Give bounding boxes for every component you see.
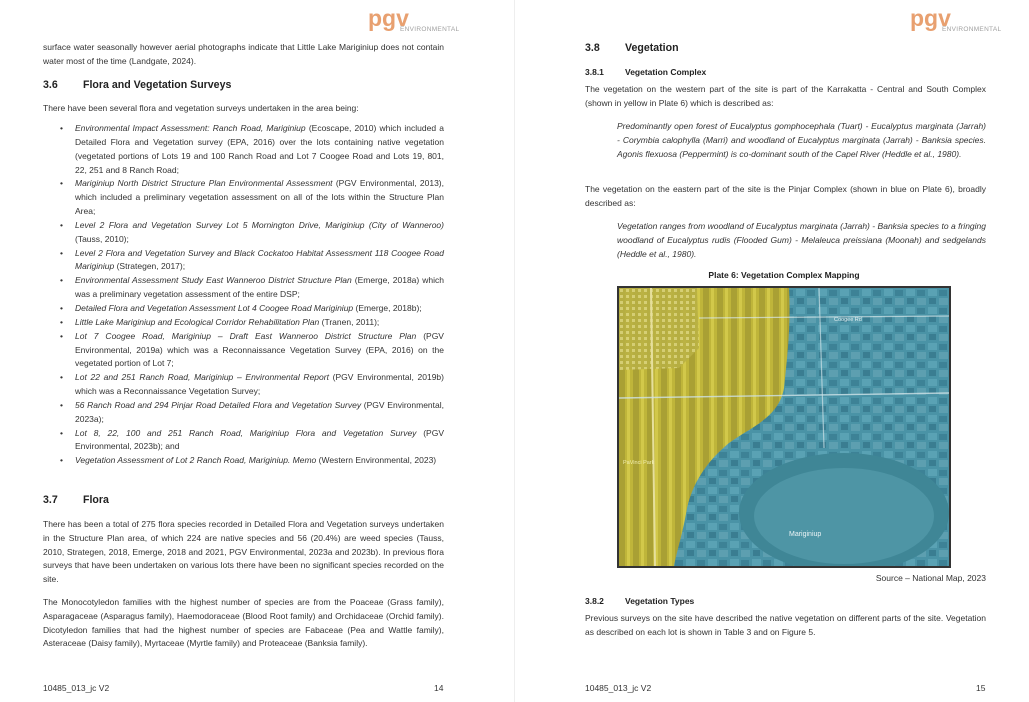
pgv-logo: pgv ENVIRONMENTAL — [910, 5, 1002, 33]
page-14 — [0, 0, 514, 702]
pgv-logo: pgv ENVIRONMENTAL — [368, 5, 460, 33]
survey-list-item — [60, 302, 444, 316]
bullet-icon: • — [60, 219, 63, 230]
survey-detail: (PGV Environmental, 2023a); — [75, 399, 444, 424]
survey-detail: (Emerge, 2018b); — [353, 302, 422, 313]
bullet-icon: • — [60, 330, 63, 341]
map-label-road: Coogee Rd — [834, 317, 862, 323]
survey-list-item — [60, 316, 444, 330]
bullet-icon: • — [60, 372, 63, 383]
bullet-icon: • — [60, 247, 63, 258]
flora-paragraph-2: The Monocotyledon families with the highest number of species are from the Poaceae (Grass family), Asparagaceae (Asparagus family), Haemodoraceae (Blood Root family) and Orchidaceae (Orchid family). Dicotyledon families that had the highest number of species are Fabaceae (Pea and Wattle family), Asteraceae (Daisy family), Myrtaceae (Myrtle family) and Proteaceae (Banksia family). — [43, 597, 444, 649]
karrakatta-description-quote: Predominantly open forest of Eucalyptus gomphocephala (Tuart) - Eucalyptus marginata (Jarrah) - Corymbia calophylla (Marri) and woodland of Eucalyptus marginata (Jarrah) - Banksia species. Agonis flexuosa (Peppermint) is co-dominant south of the Capel River (Heddle et al., 1980). — [617, 121, 986, 159]
karrakatta-paragraph: The vegetation on the western part of the site is part of the Karrakatta - Central and South Complex (shown in yellow in Plate 6) which is described as: — [585, 84, 986, 108]
survey-list-item — [60, 219, 444, 247]
vegetation-complex-map — [617, 286, 951, 568]
flora-paragraph-1: There has been a total of 275 flora species recorded in Detailed Flora and Vegetation surveys undertaken in the Structure Plan area, of which 224 are native species and 56 (20.4%) are weed species (Tauss, 2010, Strategen, 2018, Emerge, 2018 and 2021, PGV Environmental, 2023a and 2023b). In previous flora surveys that have been undertaken on various lots there have been no significant species recorded on the site. — [43, 519, 444, 585]
section-3-8-1-heading: 3.8.1 Vegetation Complex — [585, 67, 707, 77]
survey-list-item — [60, 454, 444, 468]
intro-paragraph: surface water seasonally however aerial photographs indicate that Little Lake Mariginiup does not contain water most of the time (Landgate, 2024). — [43, 42, 444, 66]
bullet-icon: • — [60, 302, 63, 313]
survey-list-item — [60, 427, 444, 455]
bullet-icon: • — [60, 399, 63, 410]
survey-detail: (Western Environmental, 2023) — [316, 455, 437, 466]
bullet-icon: • — [60, 123, 63, 133]
survey-detail: (PGV Environmental, 2023b); and — [75, 427, 444, 452]
section-3-7-heading: 3.7 Flora — [43, 494, 109, 506]
survey-detail: (Strategen, 2017); — [114, 261, 186, 272]
survey-title: Environmental Assessment Study East Wanneroo District Structure Plan — [75, 275, 352, 286]
bullet-icon: • — [60, 178, 63, 189]
section-3-8-2-heading: 3.8.2 Vegetation Types — [585, 596, 695, 606]
survey-detail: (Tranen, 2011); — [319, 316, 380, 327]
vegetation-types-paragraph: Previous surveys on the site have described the native vegetation on different parts of the site. Vegetation as described on each lot is shown in Table 3 and on Figure 5. — [585, 613, 986, 637]
section-3-8-heading: 3.8 Vegetation — [585, 42, 679, 54]
survey-list — [60, 122, 444, 468]
survey-detail: (Emerge, 2018a) which was a preliminary vegetation assessment of the entire DSP; — [75, 275, 444, 300]
survey-title: Level 2 Flora and Vegetation Survey Lot 5 Mornington Drive, Mariginiup (City of Wanneroo) — [75, 219, 444, 230]
bullet-icon: • — [60, 455, 63, 466]
survey-detail: (PGV Environmental, 2019b) which was a Reconnaissance Vegetation Survey; — [75, 372, 444, 397]
map-label-park: PaVinci Park — [623, 460, 655, 466]
survey-list-item — [60, 274, 444, 302]
survey-title: Vegetation Assessment of Lot 2 Ranch Road, Mariginiup. Memo — [75, 455, 317, 466]
survey-detail: (Tauss, 2010); — [75, 233, 129, 244]
survey-list-item — [60, 371, 444, 399]
survey-title: Little Lake Mariginiup and Ecological Corridor Rehabilitation Plan — [75, 316, 320, 327]
map-image — [619, 288, 949, 566]
survey-list-item — [60, 399, 444, 427]
survey-title: Environmental Impact Assessment: Ranch Road, Mariginiup — [75, 123, 306, 133]
map-label-locality: Mariginiup — [789, 531, 822, 538]
survey-title: Lot 8, 22, 100 and 251 Ranch Road, Mariginiup Flora and Vegetation Survey — [75, 427, 417, 438]
surveys-lead: There have been several flora and vegetation surveys undertaken in the area being: — [43, 103, 359, 113]
footer-doc-ref: 10485_013_jc V2 — [43, 683, 110, 693]
survey-title: 56 Ranch Road and 294 Pinjar Road Detailed Flora and Vegetation Survey — [75, 399, 362, 410]
survey-title: Lot 22 and 251 Ranch Road, Mariginiup – Environmental Report — [75, 372, 329, 383]
pinjar-paragraph: The vegetation on the eastern part of the site is the Pinjar Complex (shown in blue on Plate 6), broadly described as: — [585, 184, 986, 208]
survey-detail: (PGV Environmental, 2013), which included a preliminary vegetation assessment on all of the lots within the Structure Plan Area; — [75, 178, 444, 217]
survey-title: Lot 7 Coogee Road, Mariginiup – Draft East Wanneroo District Structure Plan — [75, 330, 417, 341]
plate-6-caption: Plate 6: Vegetation Complex Mapping — [708, 270, 860, 280]
footer-page-number: 14 — [434, 683, 444, 693]
survey-list-item — [60, 122, 444, 177]
footer-page-number: 15 — [976, 683, 986, 693]
section-3-6-heading: 3.6 Flora and Vegetation Surveys — [43, 79, 232, 91]
survey-detail: (PGV Environmental, 2019a) which was a Reconnaissance Vegetation Survey (EPA, 2016) on the vegetated portion of Lot 7; — [75, 330, 444, 369]
footer-doc-ref: 10485_013_jc V2 — [585, 683, 652, 693]
survey-title: Level 2 Flora and Vegetation Survey and Black Cockatoo Habitat Assessment 118 Coogee Road Mariginiup — [75, 247, 444, 272]
survey-detail: (Ecoscape, 2010) which included a Detailed Flora and Vegetation survey (EPA, 2016) over the lots containing native vegetation (vegetated portions of Lots 19 and 100 Ranch Road and Lot 7 Coogee Road and Lots 19, 801, 22, 251 and 8 Ranch Road; — [75, 123, 444, 175]
bullet-icon: • — [60, 275, 63, 286]
survey-title: Mariginiup North District Structure Plan Environmental Assessment — [75, 178, 333, 189]
pinjar-description-quote: Vegetation ranges from woodland of Eucalyptus marginata (Jarrah) - Banksia species to a fringing woodland of Eucalyptus rudis (Flooded Gum) - Melaleuca preissiana (Moonah) and sedgelands (Heddle et al., 1980). — [617, 221, 986, 259]
map-source: Source – National Map, 2023 — [875, 573, 986, 583]
bullet-icon: • — [60, 427, 63, 438]
survey-title: Detailed Flora and Vegetation Assessment Lot 4 Coogee Road Mariginiup — [75, 302, 354, 313]
page-15 — [515, 0, 1029, 702]
survey-list-item — [60, 330, 444, 372]
bullet-icon: • — [60, 316, 63, 327]
survey-list-item — [60, 177, 444, 219]
survey-list-item — [60, 247, 444, 275]
